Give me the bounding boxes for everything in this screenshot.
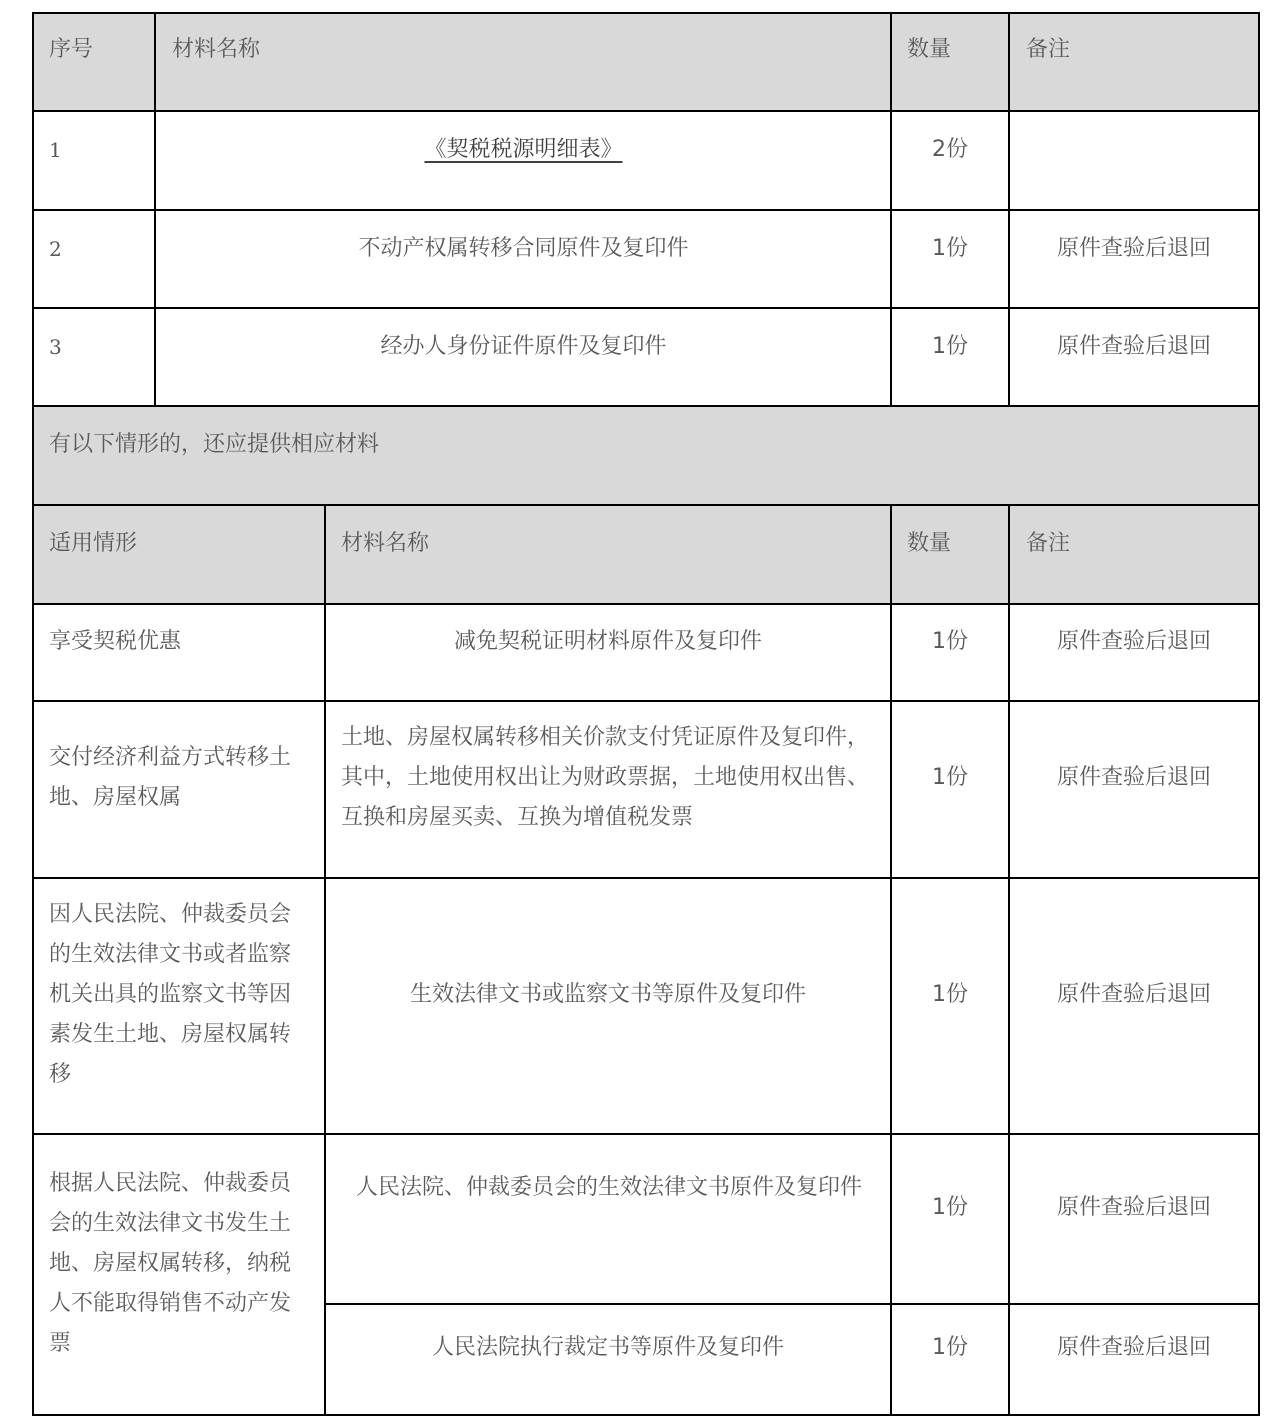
section-title: 有以下情形的，还应提供相应材料 (49, 432, 380, 457)
t2-row3-quantity: 1份 (932, 982, 968, 1007)
header-quantity-2: 数量 (907, 531, 952, 556)
t2-row2-situation: 交付经济利益方式转移土地、房屋权属 (49, 745, 292, 810)
grid-line (324, 504, 326, 1416)
t2-row2-material: 土地、房屋权属转移相关价款支付凭证原件及复印件，其中，土地使用权出让为财政票据，土地使用权出售、互换和房屋买卖、互换为增值税发票 (341, 725, 870, 830)
t2-row5-material: 人民法院执行裁定书等原件及复印件 (431, 1335, 784, 1360)
t2-row3-situation: 因人民法院、仲裁委员会的生效法律文书或者监察机关出具的监察文书等因素发生土地、房屋权属转移 (49, 902, 292, 1087)
grid-line (1008, 12, 1010, 407)
t2-row5-quantity: 1份 (932, 1335, 968, 1360)
row2-note: 原件查验后退回 (1056, 236, 1211, 261)
row3-quantity: 1份 (932, 334, 968, 359)
t2-row4-note: 原件查验后退回 (1056, 1195, 1211, 1220)
grid-line (32, 700, 1260, 702)
row3-material: 经办人身份证件原件及复印件 (380, 334, 667, 359)
grid-line (32, 504, 1260, 506)
grid-line (1258, 12, 1260, 1416)
t2-row1-material: 减免契税证明材料原件及复印件 (453, 629, 762, 654)
grid-line (154, 12, 156, 407)
grid-line (32, 1133, 1260, 1135)
header-material-name-2: 材料名称 (341, 531, 430, 556)
grid-line (1008, 504, 1010, 1416)
grid-line (32, 1414, 1260, 1416)
grid-line (32, 12, 1260, 14)
t2-row2-note: 原件查验后退回 (1056, 765, 1211, 790)
row1-material-link[interactable]: 《契税税源明细表》 (424, 137, 623, 162)
grid-line (32, 110, 1260, 112)
grid-line (32, 405, 1260, 407)
t2-row3-material: 生效法律文书或监察文书等原件及复印件 (409, 982, 806, 1007)
grid-line (890, 504, 892, 1416)
row3-no: 3 (49, 335, 62, 359)
row3-note: 原件查验后退回 (1056, 334, 1211, 359)
header-material-name: 材料名称 (172, 37, 261, 62)
grid-line (32, 877, 1260, 879)
t2-row1-note: 原件查验后退回 (1056, 629, 1211, 654)
grid-line (32, 209, 1260, 211)
row1-no: 1 (49, 138, 62, 162)
t2-row4-situation: 根据人民法院、仲裁委员会的生效法律文书发生土地、房屋权属转移，纳税人不能取得销售不动产发票 (49, 1171, 292, 1356)
header-note: 备注 (1026, 37, 1071, 62)
grid-line (32, 603, 1260, 605)
grid-line (32, 12, 34, 1416)
row2-no: 2 (49, 237, 62, 261)
row2-material: 不动产权属转移合同原件及复印件 (358, 236, 689, 261)
grid-line (890, 12, 892, 407)
header-situation: 适用情形 (49, 531, 138, 556)
t2-row2-quantity: 1份 (932, 765, 968, 790)
t2-row5-note: 原件查验后退回 (1056, 1335, 1211, 1360)
t2-row4-quantity: 1份 (932, 1195, 968, 1220)
row1-quantity: 2份 (932, 137, 968, 162)
header-quantity: 数量 (907, 37, 952, 62)
header-note-2: 备注 (1026, 531, 1071, 556)
grid-line (32, 307, 1260, 309)
grid-line (324, 1303, 1260, 1305)
row2-quantity: 1份 (932, 236, 968, 261)
header-no: 序号 (49, 37, 94, 62)
t2-row4-material: 人民法院、仲裁委员会的生效法律文书原件及复印件 (355, 1175, 862, 1200)
t2-row3-note: 原件查验后退回 (1056, 982, 1211, 1007)
t2-row1-quantity: 1份 (932, 629, 968, 654)
t2-row1-situation: 享受契税优惠 (49, 629, 182, 654)
